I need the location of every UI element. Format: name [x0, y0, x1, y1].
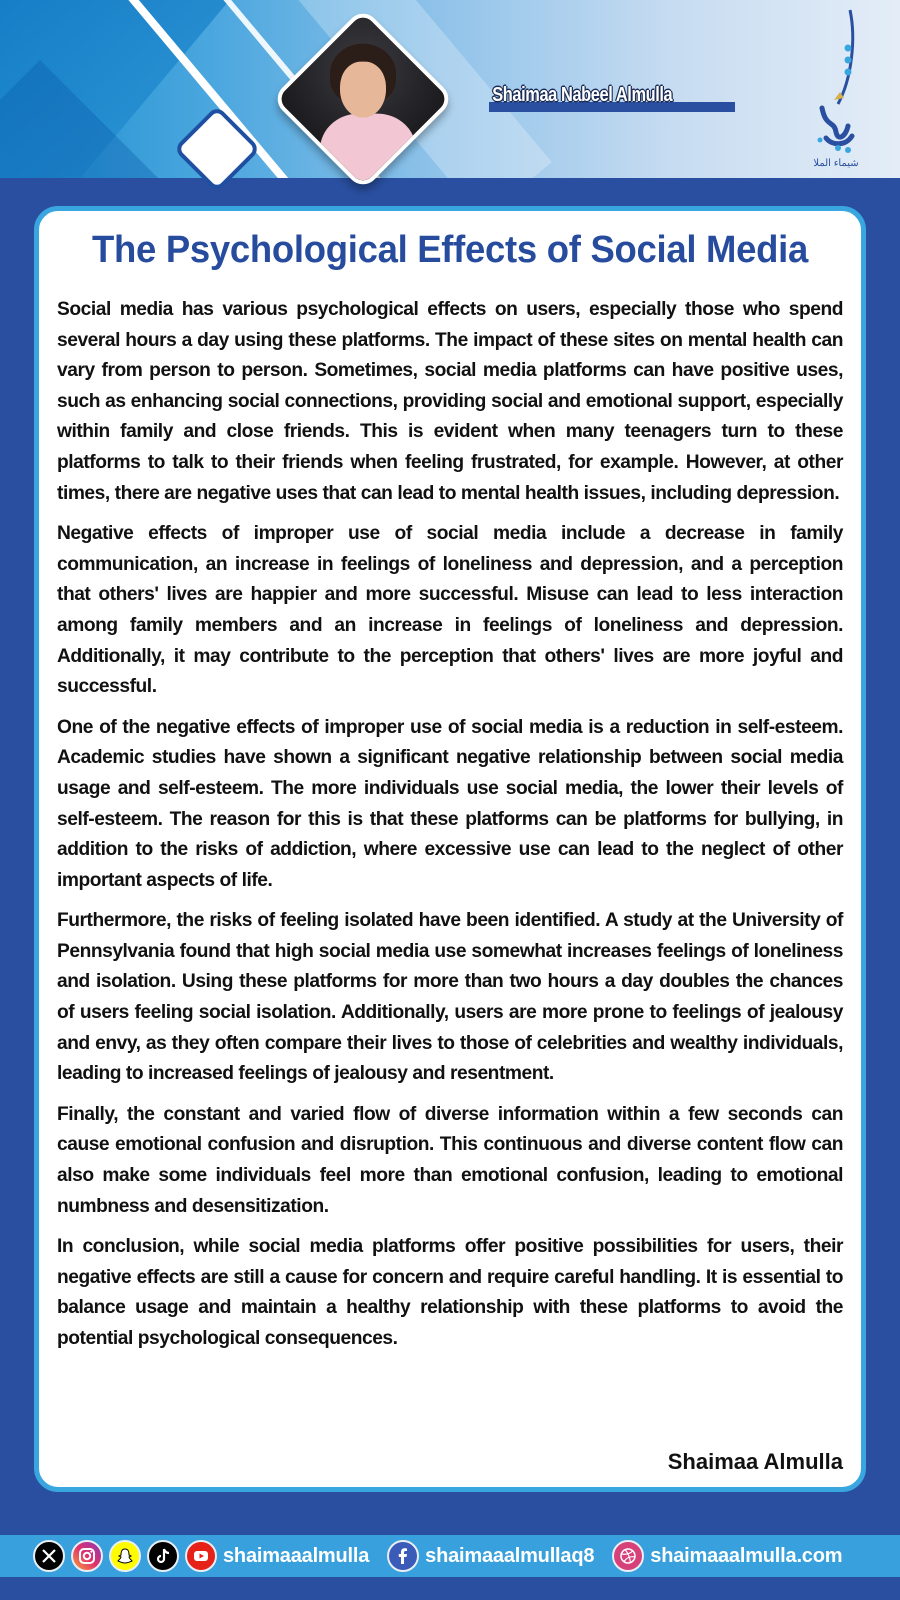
article-card	[34, 206, 866, 1492]
photo-figure-face	[340, 62, 386, 118]
logo-caption: شيماء الملا	[813, 158, 859, 169]
tiktok-icon[interactable]	[147, 1540, 179, 1572]
article-title: The Psychological Effects of Social Media	[92, 229, 808, 271]
article-body	[57, 295, 843, 1365]
paragraph: Furthermore, the risks of feeling isolated have been identified. A study at the University of Pennsylvania found that high social media use somewhat increases feelings of loneliness and isolation. Using these platforms for more than two hours a day doubles the chances of users feeling social isolation. Additionally, users are more prone to feelings of jealousy and envy, as they often compare their lives to those of celebrities and wealthy individuals, leading to increased feelings of jealousy and resentment.	[57, 910, 843, 1085]
author-name: Shaimaa Nabeel Almulla	[492, 84, 673, 106]
author-banner	[489, 84, 712, 107]
x-icon[interactable]	[33, 1540, 65, 1572]
paragraph: Negative effects of improper use of social media include a decrease in family communication, an increase in feelings of loneliness and depression, and a perception that others' lives are happier and more successful. Misuse can lead to less interaction among family members and an increase in feelings of loneliness and depression. Additionally, it may contribute to the perception that others' lives are more joyful and successful.	[57, 523, 843, 698]
website-link[interactable]: shaimaaalmulla.com	[650, 1544, 843, 1567]
dribbble-web-icon[interactable]	[612, 1540, 644, 1572]
paragraph: Finally, the constant and varied flow of diverse information within a few seconds can cause emotional confusion and disruption. This continuous and diverse content flow can also make some individuals feel more than emotional confusion, leading to emotional numbness and desensitization.	[57, 1103, 843, 1217]
photo-figure-body	[320, 114, 416, 191]
instagram-icon[interactable]	[71, 1540, 103, 1572]
header-banner	[0, 0, 900, 178]
pen-calligraphy-logo-icon	[812, 8, 862, 168]
facebook-icon[interactable]	[387, 1540, 419, 1572]
paragraph: One of the negative effects of improper use of social media is a reduction in self-esteem. Academic studies have shown a significant negative relationship between social media usage and self-esteem. The more individuals use social media, the lower their levels of self-esteem. The reason for this is that these platforms can be platforms for bullying, in addition to the risks of addiction, where excessive use can lead to the neglect of other important aspects of life.	[57, 716, 843, 891]
author-signature: Shaimaa Almulla	[667, 1449, 843, 1474]
snapchat-icon[interactable]	[109, 1540, 141, 1572]
social-footer	[0, 1535, 900, 1577]
facebook-handle-link[interactable]: shaimaaalmullaq8	[425, 1544, 595, 1567]
social-handle-link[interactable]: shaimaaalmulla	[223, 1544, 370, 1567]
paragraph: Social media has various psychological effects on users, especially those who spend several hours a day using these platforms. The impact of these sites on mental health can vary from person to person. Sometimes, social media platforms can have positive uses, such as enhancing social connections, providing social and emotional support, especially within family and close friends. This is evident when many teenagers turn to these platforms to talk to their friends when feeling frustrated, for example. However, at other times, there are negative uses that can lead to mental health issues, including depression.	[57, 299, 843, 504]
paragraph: In conclusion, while social media platforms offer positive possibilities for users, their negative effects are still a cause for concern and require careful handling. It is essential to balance usage and maintain a healthy relationship with these platforms to avoid the potential psychological consequences.	[57, 1236, 843, 1349]
youtube-icon[interactable]	[185, 1540, 217, 1572]
